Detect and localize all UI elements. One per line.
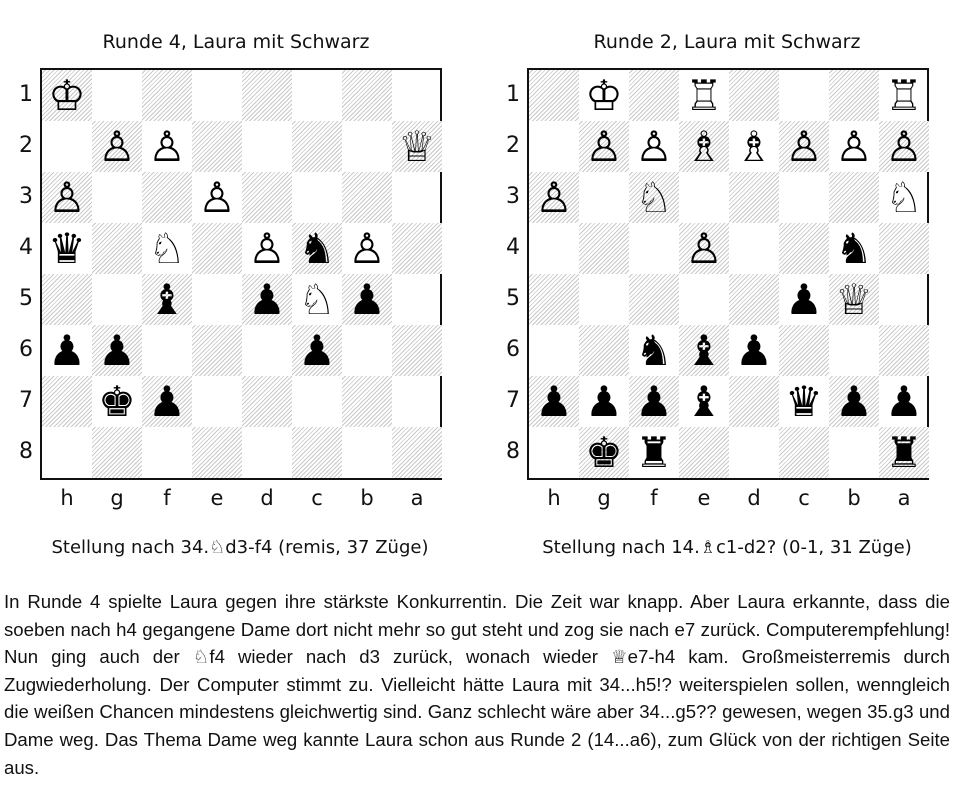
- piece-g8: ♚: [585, 428, 623, 477]
- square-a6: [392, 325, 442, 376]
- file-label: d: [260, 486, 274, 510]
- piece-c4: ♞: [298, 224, 336, 273]
- file-label: h: [547, 486, 561, 510]
- square-d3: [729, 172, 779, 223]
- piece-d5: ♟: [248, 275, 286, 324]
- square-c8: [292, 427, 342, 478]
- piece-h6: ♟: [48, 326, 86, 375]
- square-e8: [679, 427, 729, 478]
- file-label: g: [597, 486, 611, 510]
- piece-d6: ♟: [735, 326, 773, 375]
- square-c1: [292, 70, 342, 121]
- piece-g2: ♙: [585, 122, 623, 171]
- piece-a1: ♖: [885, 71, 923, 120]
- square-d2: [242, 121, 292, 172]
- piece-d2: ♗: [735, 122, 773, 171]
- square-e1: [192, 70, 242, 121]
- piece-e3: ♙: [198, 173, 236, 222]
- square-f6: [142, 325, 192, 376]
- square-f5: [629, 274, 679, 325]
- piece-g7: ♟: [585, 377, 623, 426]
- rank-label: 7: [19, 388, 33, 413]
- square-c2: [292, 121, 342, 172]
- piece-h4: ♛: [48, 224, 86, 273]
- square-g1: [92, 70, 142, 121]
- piece-f7: ♟: [635, 377, 673, 426]
- diagram-caption: Stellung nach 34.♘d3-f4 (remis, 37 Züge): [51, 537, 429, 558]
- square-d3: [242, 172, 292, 223]
- file-label: e: [210, 486, 224, 510]
- square-d6: [242, 325, 292, 376]
- square-h5: [529, 274, 579, 325]
- piece-c2: ♙: [785, 122, 823, 171]
- piece-e7: ♝: [685, 377, 723, 426]
- piece-f2: ♙: [635, 122, 673, 171]
- square-a4: [879, 223, 929, 274]
- rank-label: 5: [19, 286, 33, 311]
- square-g8: [92, 427, 142, 478]
- piece-c5: ♟: [785, 275, 823, 324]
- diagram-caption: Stellung nach 14.♗c1-d2? (0-1, 31 Züge): [542, 537, 912, 558]
- piece-g2: ♙: [98, 122, 136, 171]
- file-label: a: [410, 486, 424, 510]
- square-h5: [42, 274, 92, 325]
- square-b8: [829, 427, 879, 478]
- square-d7: [242, 376, 292, 427]
- piece-e1: ♖: [685, 71, 723, 120]
- piece-b4: ♙: [348, 224, 386, 273]
- rank-label: 5: [506, 286, 520, 311]
- file-label: a: [897, 486, 911, 510]
- square-e6: [192, 325, 242, 376]
- diagram-title: Runde 2, Laura mit Schwarz: [593, 31, 861, 53]
- square-b3: [829, 172, 879, 223]
- file-label: g: [110, 486, 124, 510]
- piece-f6: ♞: [635, 326, 673, 375]
- square-a1: [392, 70, 442, 121]
- square-e5: [192, 274, 242, 325]
- commentary-text: In Runde 4 spielte Laura gegen ihre stärkste Konkurrentin. Die Zeit war knapp. Aber Laura erkannte, dass die soeben nach h4 gegangene Dame dort nicht mehr so gut steht und zog sie nach e7 zurück. Computerempfehlung! Nun ging auch der ♘f4 wieder nach d3 zurück, wonach wieder ♕e7-h4 kam. Großmeisterremis durch Zugwiederholung. Der Computer stimmt zu. Vielleicht hätte Laura mit 34...h5!? weiterspielen sollen, wenngleich die weißen Chancen mindestens gleichwertig sind. Ganz schlecht wäre aber 34...g5?? gewesen, wegen 35.g3 und Dame weg. Das Thema Dame weg kannte Laura schon aus Runde 2 (14...a6), zum Glück von der richtigen Seite aus.: [4, 591, 950, 778]
- square-a6: [879, 325, 929, 376]
- square-a5: [879, 274, 929, 325]
- piece-f3: ♘: [635, 173, 673, 222]
- rank-label: 6: [506, 337, 520, 362]
- square-a7: [392, 376, 442, 427]
- file-label: c: [798, 486, 810, 510]
- square-d5: [729, 274, 779, 325]
- square-d1: [729, 70, 779, 121]
- square-b8: [342, 427, 392, 478]
- file-label: f: [163, 486, 171, 510]
- piece-f8: ♜: [635, 428, 673, 477]
- square-f1: [142, 70, 192, 121]
- rank-label: 6: [19, 337, 33, 362]
- piece-c6: ♟: [298, 326, 336, 375]
- chess-board: [40, 68, 442, 480]
- square-e2: [192, 121, 242, 172]
- square-b3: [342, 172, 392, 223]
- square-c4: [779, 223, 829, 274]
- file-label: f: [650, 486, 658, 510]
- piece-g7: ♚: [98, 377, 136, 426]
- square-c8: [779, 427, 829, 478]
- square-b6: [829, 325, 879, 376]
- square-c1: [779, 70, 829, 121]
- square-b1: [829, 70, 879, 121]
- square-c3: [292, 172, 342, 223]
- piece-f2: ♙: [148, 122, 186, 171]
- square-e4: [192, 223, 242, 274]
- piece-h7: ♟: [535, 377, 573, 426]
- square-h2: [529, 121, 579, 172]
- square-d4: [729, 223, 779, 274]
- square-f3: [142, 172, 192, 223]
- rank-label: 8: [19, 439, 33, 464]
- rank-label: 2: [506, 133, 520, 158]
- square-g5: [92, 274, 142, 325]
- square-b7: [342, 376, 392, 427]
- square-h8: [42, 427, 92, 478]
- square-c7: [292, 376, 342, 427]
- square-b2: [342, 121, 392, 172]
- piece-f7: ♟: [148, 377, 186, 426]
- rank-label: 1: [506, 82, 520, 107]
- piece-e4: ♙: [685, 224, 723, 273]
- piece-b5: ♕: [835, 275, 873, 324]
- diagram-title: Runde 4, Laura mit Schwarz: [102, 31, 370, 53]
- square-h2: [42, 121, 92, 172]
- piece-a2: ♕: [398, 122, 436, 171]
- square-g4: [92, 223, 142, 274]
- square-b6: [342, 325, 392, 376]
- piece-a2: ♙: [885, 122, 923, 171]
- chess-board: [527, 68, 929, 480]
- file-label: e: [697, 486, 711, 510]
- square-e3: [679, 172, 729, 223]
- file-label: d: [747, 486, 761, 510]
- piece-b4: ♞: [835, 224, 873, 273]
- rank-label: 4: [19, 235, 33, 260]
- square-a8: [392, 427, 442, 478]
- square-d8: [242, 427, 292, 478]
- piece-c7: ♛: [785, 377, 823, 426]
- square-h1: [529, 70, 579, 121]
- square-h8: [529, 427, 579, 478]
- piece-a7: ♟: [885, 377, 923, 426]
- piece-a3: ♘: [885, 173, 923, 222]
- square-e7: [192, 376, 242, 427]
- square-g6: [579, 325, 629, 376]
- square-d1: [242, 70, 292, 121]
- square-c6: [779, 325, 829, 376]
- square-f8: [142, 427, 192, 478]
- rank-label: 2: [19, 133, 33, 158]
- piece-g6: ♟: [98, 326, 136, 375]
- square-d8: [729, 427, 779, 478]
- piece-h3: ♙: [48, 173, 86, 222]
- square-g3: [579, 172, 629, 223]
- square-e5: [679, 274, 729, 325]
- square-c3: [779, 172, 829, 223]
- file-label: c: [311, 486, 323, 510]
- piece-c5: ♘: [298, 275, 336, 324]
- square-f4: [629, 223, 679, 274]
- piece-b5: ♟: [348, 275, 386, 324]
- piece-f4: ♘: [148, 224, 186, 273]
- square-b1: [342, 70, 392, 121]
- square-g5: [579, 274, 629, 325]
- rank-label: 4: [506, 235, 520, 260]
- square-d7: [729, 376, 779, 427]
- piece-h3: ♙: [535, 173, 573, 222]
- square-g4: [579, 223, 629, 274]
- commentary-paragraph: [4, 588, 950, 781]
- square-h6: [529, 325, 579, 376]
- file-label: h: [60, 486, 74, 510]
- piece-d4: ♙: [248, 224, 286, 273]
- square-a5: [392, 274, 442, 325]
- piece-g1: ♔: [585, 71, 623, 120]
- piece-b7: ♟: [835, 377, 873, 426]
- file-label: b: [847, 486, 861, 510]
- piece-f5: ♝: [148, 275, 186, 324]
- piece-e2: ♗: [685, 122, 723, 171]
- square-e8: [192, 427, 242, 478]
- rank-label: 7: [506, 388, 520, 413]
- piece-h1: ♔: [48, 71, 86, 120]
- rank-label: 3: [506, 184, 520, 209]
- rank-label: 8: [506, 439, 520, 464]
- rank-label: 1: [19, 82, 33, 107]
- square-a4: [392, 223, 442, 274]
- rank-label: 3: [19, 184, 33, 209]
- piece-e6: ♝: [685, 326, 723, 375]
- piece-b2: ♙: [835, 122, 873, 171]
- piece-a8: ♜: [885, 428, 923, 477]
- square-g3: [92, 172, 142, 223]
- square-f1: [629, 70, 679, 121]
- square-a3: [392, 172, 442, 223]
- file-label: b: [360, 486, 374, 510]
- square-h4: [529, 223, 579, 274]
- square-h7: [42, 376, 92, 427]
